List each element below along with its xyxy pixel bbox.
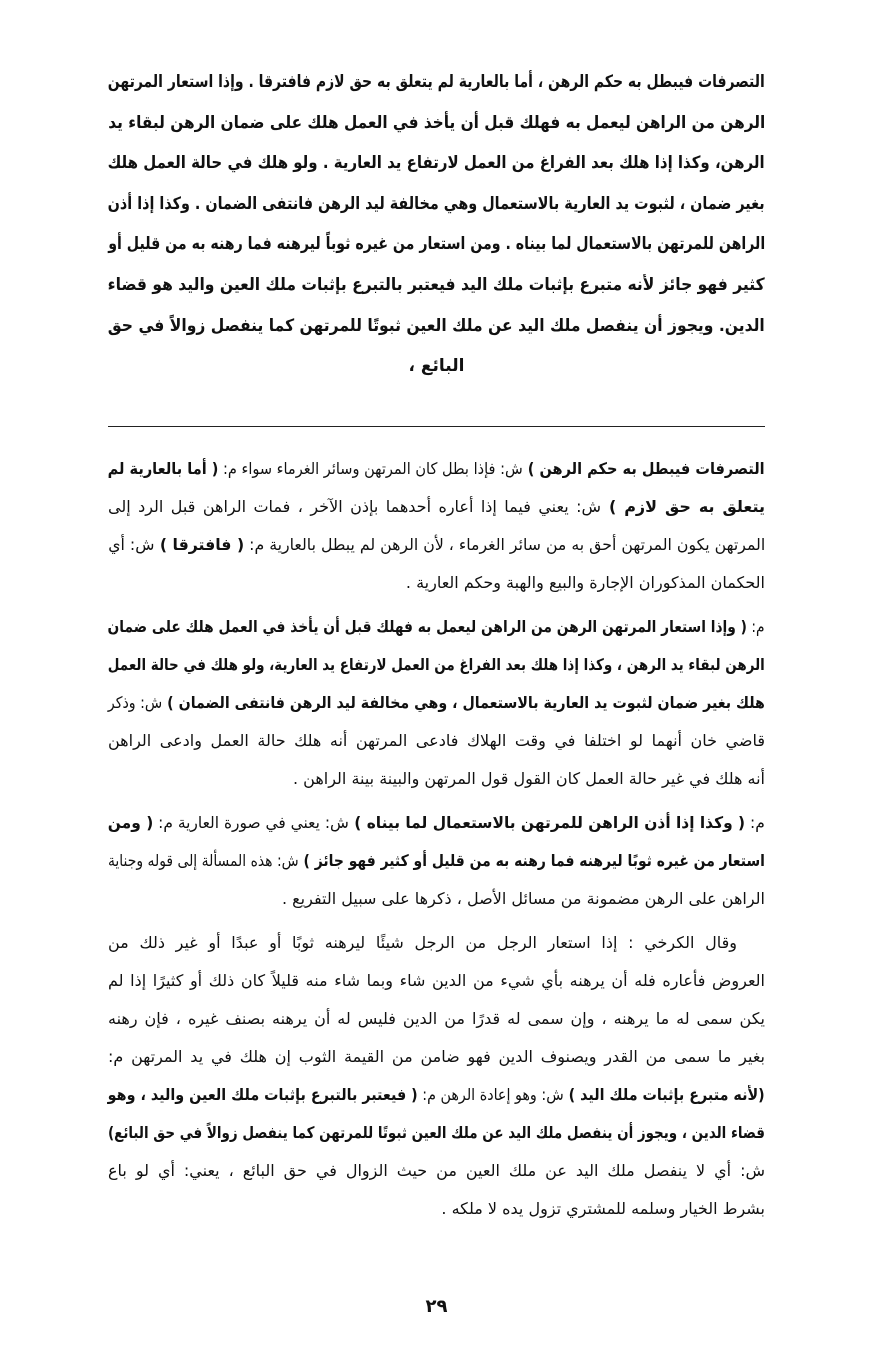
text-segment: التصرفات فيبطل به حكم الرهن ) xyxy=(523,459,765,478)
text-segment: ش: فإذا بطل كان المرتهن وسائر الغرماء سواء م: xyxy=(218,459,524,478)
text-segment: التصرفات فيبطل به حكم الرهن ، أما بالعارية لم يتعلق به حق لازم فافترقا . وإذا استعار المرتهن xyxy=(108,72,765,92)
text-segment: ش: هذه المسألة إلى قوله وجناية xyxy=(108,851,299,870)
commentary-line xyxy=(108,760,765,798)
page-number: ٢٩ xyxy=(425,1296,448,1317)
main-text-line xyxy=(108,224,765,265)
main-text-line xyxy=(108,184,765,225)
commentary-paragraph xyxy=(108,608,765,798)
commentary-line xyxy=(108,842,765,880)
text-segment: أنه هلك في غير حالة العمل كان القول قول المرتهن والبينة بينة الراهن . xyxy=(292,769,765,788)
text-segment: ( فافترقا ) xyxy=(154,535,244,554)
text-segment: (لأنه متبرع بإثبات ملك اليد ) xyxy=(563,1085,765,1104)
text-segment: م: xyxy=(745,813,765,832)
text-segment: بغير ضمان ، لثبوت يد العارية بالاستعمال وهي مخالفة ليد الرهن فانتفى الضمان . وكذا إذا أذن xyxy=(108,193,765,214)
text-segment: كثير فهو جائز لأنه متبرع بإثبات ملك اليد فيعتبر بالتبرع بإثبات ملك العين واليد هو قضاء xyxy=(108,274,765,295)
commentary-line xyxy=(108,450,765,488)
text-segment: هلك بغير ضمان لثبوت يد العارية بالاستعمال ، وهي مخالفة ليد الرهن فانتفى الضمان ) xyxy=(162,693,765,712)
text-segment: البائع ، xyxy=(408,356,465,377)
text-segment: ش: أي لا ينفصل ملك اليد عن ملك العين من حيث الزوال في حق البائع ، يعني: أي لو باع xyxy=(108,1161,765,1180)
commentary-line xyxy=(108,1114,765,1152)
commentary-line xyxy=(108,924,765,962)
text-segment: ش: وهو إعادة الرهن م: xyxy=(418,1085,564,1104)
commentary-line xyxy=(108,1190,765,1228)
commentary-line xyxy=(108,1038,765,1076)
commentary-line xyxy=(108,962,765,1000)
text-segment: الدين. ويجوز أن ينفصل ملك اليد عن ملك العين ثبوتًا للمرتهن كما ينفصل زوالاً في حق xyxy=(108,315,765,336)
text-segment: الرهن من الراهن ليعمل به فهلك قبل أن يأخذ في العمل هلك على ضمان الرهن لبقاء يد xyxy=(108,112,765,133)
text-segment: المرتهن يكون المرتهن أحق به من سائر الغرماء ، لأن الرهن لم يبطل بالعارية م: xyxy=(243,535,765,554)
text-segment: الرهن لبقاء يد الرهن ، وكذا إذا هلك بعد الفراغ من العمل لارتفاع يد العارية، ولو هلك في حالة العمل xyxy=(108,655,765,674)
main-text-line xyxy=(108,143,765,184)
main-text-line xyxy=(108,103,765,144)
commentary-line xyxy=(108,880,765,918)
main-text-line xyxy=(108,306,765,347)
commentary-line xyxy=(108,684,765,722)
text-segment: ش: وذكر xyxy=(108,693,163,712)
text-segment: يكن سمى له ما يرهنه ، وإن سمى له قدرًا من الدين فليس له أن يرهنه بصنف غيره ، فإن رهنه xyxy=(108,1009,765,1028)
commentary-line xyxy=(108,564,765,602)
footnote-divider xyxy=(108,426,765,427)
text-segment: الرهن، وكذا إذا هلك بعد الفراغ من العمل لارتفاع يد العارية . ولو هلك في حالة العمل هلك xyxy=(108,153,765,174)
commentary-line xyxy=(108,1000,765,1038)
text-segment: وقال الكرخي : إذا استعار الرجل من الرجل شيئًا ليرهنه ثوبًا أو عبدًا أو غير ذلك من xyxy=(108,933,737,952)
commentary xyxy=(108,450,765,1234)
commentary-line xyxy=(108,804,765,842)
text-segment: العروض فأعاره فله أن يرهنه بأي شيء من الدين شاء وبما شاء منه قليلاً كان ذلك أو كثيرًا إذا لم xyxy=(108,971,765,990)
main-text xyxy=(108,62,765,387)
commentary-line xyxy=(108,722,765,760)
commentary-line xyxy=(108,526,765,564)
commentary-paragraph xyxy=(108,804,765,918)
text-segment: ( ومن xyxy=(108,813,154,832)
text-segment: م: xyxy=(747,617,765,636)
commentary-line xyxy=(108,1152,765,1190)
text-segment: يتعلق به حق لازم ) xyxy=(601,497,765,516)
text-segment: ( وكذا إذا أذن الراهن للمرتهن بالاستعمال لما بيناه ) xyxy=(349,813,746,832)
text-segment: استعار من غيره ثوبًا ليرهنه فما رهنه به من قليل أو كثير فهو جائز ) xyxy=(298,851,765,870)
commentary-line xyxy=(108,488,765,526)
text-segment: ( فيعتبر بالتبرع بإثبات ملك العين واليد ، وهو xyxy=(108,1085,419,1104)
main-text-line xyxy=(108,346,765,387)
text-segment: بغير ما سمى من القدر ويصنوف الدين فهو ضامن من القيمة الثوب إن هلك في يد المرتهن م: xyxy=(108,1047,765,1066)
commentary-line xyxy=(108,646,765,684)
text-segment: الراهن على الرهن مضمونة من مسائل الأصل ، ذكرها على سبيل التفريع . xyxy=(281,889,765,908)
commentary-paragraph xyxy=(108,450,765,602)
main-text-line xyxy=(108,265,765,306)
text-segment: بشرط الخيار وسلمه للمشتري تزول يده لا ملكه . xyxy=(441,1199,765,1218)
text-segment: الراهن للمرتهن بالاستعمال لما بيناه . ومن استعار من غيره ثوباً ليرهنه فما رهنه به من قليل أو xyxy=(108,234,765,255)
commentary-paragraph xyxy=(108,924,765,1228)
text-segment: قاضي خان أنهما لو اختلفا في وقت الهلاك فادعى المرتهن أنه هلك حالة العمل وادعى الراهن xyxy=(108,731,765,750)
text-segment: ش: يعني فيما إذا أعاره أحدهما بإذن الآخر ، فمات الراهن قبل الرد إلى xyxy=(108,497,602,516)
commentary-line xyxy=(108,608,765,646)
text-segment: ( وإذا استعار المرتهن الرهن من الراهن ليعمل به فهلك قبل أن يأخذ في العمل هلك على ضمان xyxy=(108,617,748,636)
text-segment: ( أما بالعارية لم xyxy=(108,459,219,478)
text-segment: ش: يعني في صورة العارية م: xyxy=(153,813,350,832)
text-segment: قضاء الدين ، ويجوز أن ينفصل ملك اليد عن ملك العين ثبوتًا للمرتهن كما ينفصل زوالاً في حق البائع) xyxy=(108,1123,765,1142)
text-segment: ش: أي xyxy=(108,535,155,554)
text-segment: الحكمان المذكوران الإجارة والبيع والهبة وحكم العارية . xyxy=(405,573,765,592)
commentary-line xyxy=(108,1076,765,1114)
main-text-line xyxy=(108,62,765,103)
